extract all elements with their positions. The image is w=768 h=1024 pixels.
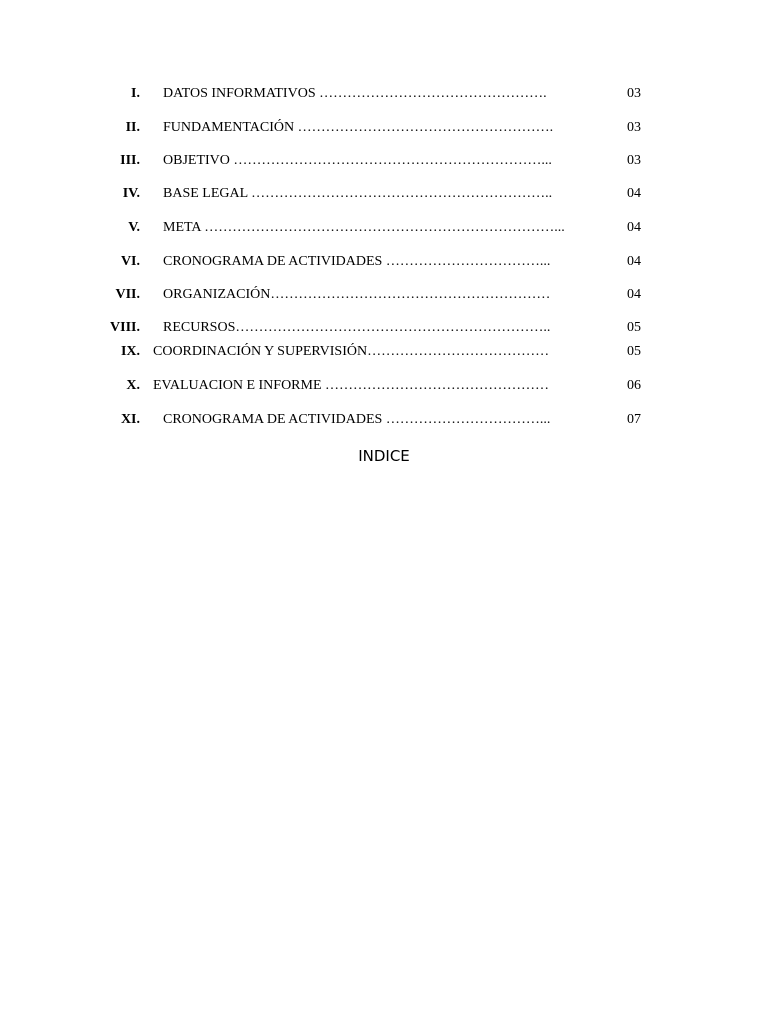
toc-numeral: II. bbox=[125, 120, 140, 135]
toc-numeral: III. bbox=[120, 153, 140, 168]
toc-numeral: VII. bbox=[115, 287, 140, 302]
toc-page-number: 06 bbox=[627, 378, 641, 393]
toc-page-number: 03 bbox=[627, 153, 641, 168]
toc-title: EVALUACION E INFORME ………………………………………… bbox=[153, 378, 550, 393]
toc-title: CRONOGRAMA DE ACTIVIDADES ……………………………... bbox=[163, 412, 551, 427]
toc-numeral: IX. bbox=[120, 344, 140, 359]
toc-page-number: 04 bbox=[627, 254, 641, 269]
toc-page-number: 05 bbox=[627, 344, 641, 359]
toc-title: ORGANIZACIÓN…………………………………………………… bbox=[163, 287, 551, 302]
toc-entry-meta bbox=[0, 218, 768, 238]
toc-numeral: V. bbox=[128, 220, 140, 235]
toc-page-number: 04 bbox=[627, 220, 641, 235]
toc-title: BASE LEGAL ……………………………………………………….. bbox=[163, 186, 553, 201]
toc-entry-objetivo bbox=[0, 151, 768, 171]
toc-title: CRONOGRAMA DE ACTIVIDADES ……………………………... bbox=[163, 254, 551, 269]
toc-entry-evaluacion bbox=[0, 376, 768, 396]
toc-entry-cronograma-2 bbox=[0, 410, 768, 430]
toc-numeral: I. bbox=[131, 86, 140, 101]
toc-title: RECURSOS………………………………………………………….. bbox=[163, 320, 551, 335]
toc-title: DATOS INFORMATIVOS …………………………………………. bbox=[163, 86, 547, 101]
toc-page-number: 04 bbox=[627, 287, 641, 302]
toc-entry-base-legal bbox=[0, 184, 768, 204]
toc-title: COORDINACIÓN Y SUPERVISIÓN………………………………… bbox=[153, 344, 550, 359]
toc-numeral: VIII. bbox=[110, 320, 140, 335]
toc-page-number: 03 bbox=[627, 120, 641, 135]
toc-entry-fundamentacion bbox=[0, 118, 768, 138]
toc-numeral: XI. bbox=[120, 412, 140, 427]
toc-title: OBJETIVO …………………………………………………………... bbox=[163, 153, 552, 168]
toc-entry-datos-informativos bbox=[0, 84, 768, 104]
toc-page-number: 07 bbox=[627, 412, 641, 427]
toc-page-number: 05 bbox=[627, 320, 641, 335]
toc-page-number: 04 bbox=[627, 186, 641, 201]
toc-entry-cronograma bbox=[0, 252, 768, 272]
toc-numeral: X. bbox=[126, 378, 140, 393]
toc-entry-organizacion bbox=[0, 285, 768, 305]
index-heading: INDICE bbox=[358, 447, 410, 465]
toc-numeral: IV. bbox=[122, 186, 140, 201]
toc-page-number: 03 bbox=[627, 86, 641, 101]
toc-title: FUNDAMENTACIÓN ………………………………………………. bbox=[163, 120, 554, 135]
toc-entry-coordinacion bbox=[0, 342, 768, 362]
toc-entry-recursos bbox=[0, 318, 768, 338]
toc-numeral: VI. bbox=[120, 254, 140, 269]
table-of-contents bbox=[0, 0, 768, 440]
toc-title: META …………………………………………………………………... bbox=[163, 220, 565, 235]
